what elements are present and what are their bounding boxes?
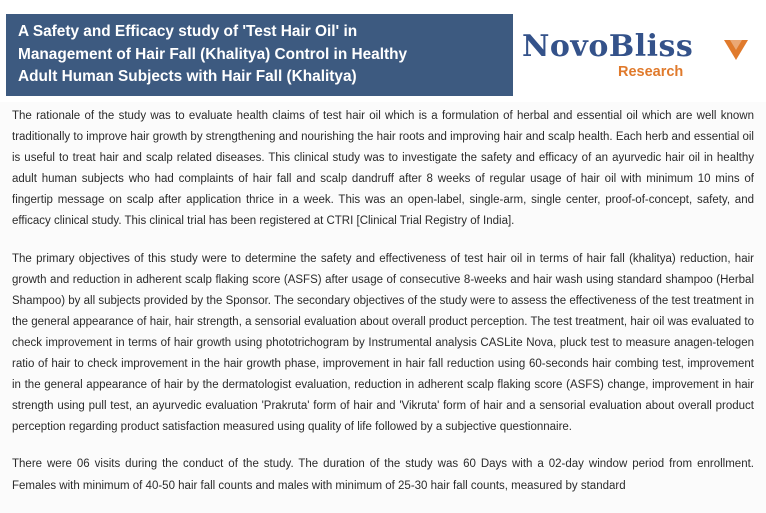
logo-wordmark: NovoBliss — [522, 29, 694, 64]
logo-chevron-icon — [723, 38, 749, 62]
title-banner — [6, 14, 513, 96]
title-line: Management of Hair Fall (Khalitya) Control in Healthy — [18, 45, 408, 63]
title-line: Adult Human Subjects with Hair Fall (Khalitya) — [18, 68, 357, 85]
logo-subtitle: Research — [618, 64, 684, 80]
document-body — [12, 106, 754, 513]
novobliss-logo — [522, 30, 758, 86]
title-line: A Safety and Efficacy study of 'Test Hair Oil' in — [18, 23, 358, 40]
paragraph-visits: There were 06 visits during the conduct of the study. The duration of the study was 60 Days with a 02-day window period from enrollment. Females with minimum of 40-50 hair fall counts and males with minimum of 25-30 hair fall counts, measured by standard — [12, 458, 754, 492]
paragraph-rationale: The rationale of the study was to evaluate health claims of test hair oil which is a formulation of herbal and essential oil which are well known traditionally to improve hair growth by strengthening and nourishing the hair roots and improving hair and scalp health. Each herb and essential oil is useful to treat hair and scalp related diseases. This clinical study was to investigate the safety and efficacy of an ayurvedic hair oil in healthy adult human subjects who had complaints of hair fall and scalp dandruff after 8 weeks of regular usage of hair oil with minimum 10 mins of fingertip message on scalp after application thrice in a week. This was an open-label, single-arm, single center, proof-of-concept, safety, and efficacy clinical study. This clinical trial has been registered at CTRI [Clinical Trial Registry of India]. — [12, 110, 754, 228]
paragraph-objectives: The primary objectives of this study were to determine the safety and effectiveness of test hair oil in terms of hair fall (khalitya) reduction, hair growth and reduction in adherent scalp flaking score (ASFS) after usage of consecutive 8-weeks and hair wash using standard shampoo (Herbal Shampoo) by all subjects provided by the Sponsor. The secondary objectives of the study were to assess the effectiveness of the test treatment in the general appearance of hair, hair strength, a sensorial evaluation about overall product perception. The test treatment, hair oil was evaluated to check improvement in terms of hair growth using phototrichogram by Instrumental analysis CASLite Nova, pluck test to measure anagen-telogen ratio of hair to check improvement in the hair growth phase, improvement in hair fall reduction using 60-seconds hair combing test, improvement in the general appearance of hair by the dermatologist evaluation, reduction in adherent scalp flaking score (ASFS) change, improvement in hair strength using pull test, an ayurvedic evaluation 'Prakruta' form of hair and 'Vikruta' form of hair and a sensorial evaluation about overall product perception regarding product satisfaction measured using quality of life followed by a subjective questionnaire. — [12, 252, 754, 434]
header — [0, 0, 766, 102]
